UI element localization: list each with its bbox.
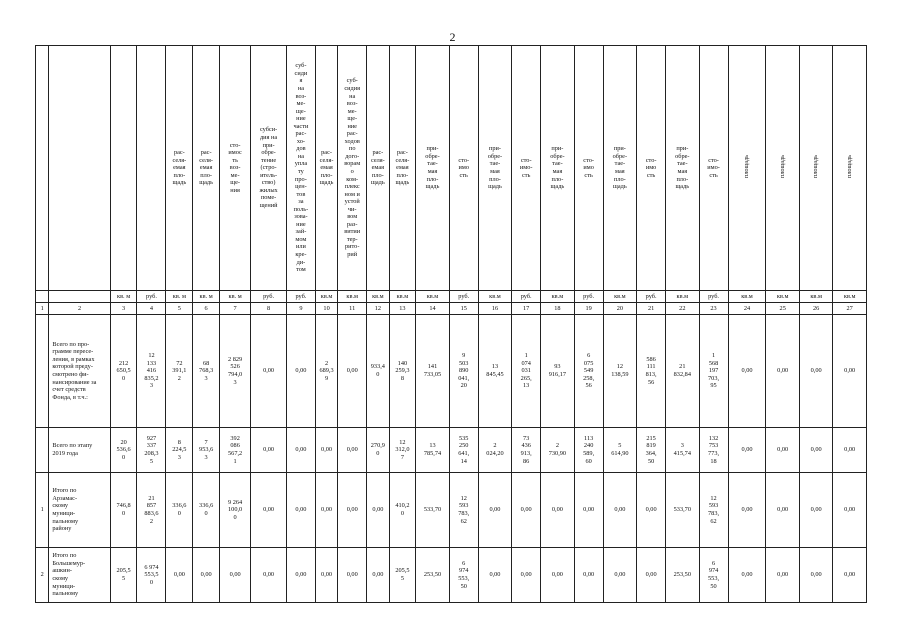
column-header: рас- селя- емая пло- щадь [315, 46, 337, 291]
table-cell: 0,00 [338, 548, 367, 603]
column-number-cell: 5 [166, 303, 193, 315]
table-cell: 113 240 589, 60 [574, 428, 603, 473]
column-number-cell: 24 [728, 303, 766, 315]
table-cell: 336,6 0 [166, 473, 193, 548]
column-header: субси- дия на при- обре- тение (стро- итель- ство) жилых поме- щений [251, 46, 287, 291]
column-header: сто- имо сть [449, 46, 478, 291]
column-header: сто- имо сть [637, 46, 666, 291]
table-cell: 0,00 [799, 548, 832, 603]
unit-cell: кв.м [478, 291, 511, 303]
table-cell: 0,00 [478, 473, 511, 548]
table-cell: 0,00 [251, 473, 287, 548]
column-number-cell: 4 [137, 303, 166, 315]
row-description-cell: Итого по Большемур- ашкин- скому муници- пальному [49, 548, 110, 603]
unit-cell: кв.м [799, 291, 832, 303]
unit-cell: кв.м [666, 291, 699, 303]
table-cell: 0,00 [833, 473, 867, 548]
table-row [36, 548, 867, 603]
column-number-cell: 18 [541, 303, 574, 315]
column-header [766, 46, 799, 291]
table-cell: 0,00 [512, 473, 541, 548]
unit-cell: руб. [286, 291, 315, 303]
table-cell: 0,00 [833, 315, 867, 428]
table-cell: 0,00 [367, 473, 389, 548]
column-header: сто- имо сть [574, 46, 603, 291]
column-header: рас- селя- емая пло- щадь [367, 46, 389, 291]
table-cell: 0,00 [637, 473, 666, 548]
table-cell: 0,00 [541, 473, 574, 548]
table-cell: 12 593 783, 62 [449, 473, 478, 548]
table-cell: 12 133 416 835,2 3 [137, 315, 166, 428]
column-header: при- обре- тае- мая пло- щадь [478, 46, 511, 291]
unit-cell: кв.м [603, 291, 636, 303]
table-cell: 270,9 0 [367, 428, 389, 473]
table-cell: 0,00 [833, 428, 867, 473]
column-header [137, 46, 166, 291]
table-row [36, 315, 867, 428]
table-cell: 0,00 [603, 548, 636, 603]
column-header: суб- сиди я на воз- ме- ще- ние части рас- хо- дов на упла ту про- цен- тов за поль- зова- ние зай- мом или кре- ди- том [286, 46, 315, 291]
header-row [36, 46, 867, 291]
table-cell: 0,00 [766, 428, 799, 473]
table-cell: 0,00 [574, 473, 603, 548]
table-cell: 0,00 [833, 548, 867, 603]
table-cell: 0,00 [251, 428, 287, 473]
table-cell: 8 224,5 3 [166, 428, 193, 473]
table-cell: 68 768,3 3 [193, 315, 220, 428]
table-cell [36, 315, 49, 428]
table-cell: 0,00 [799, 315, 832, 428]
table-cell: 0,00 [251, 548, 287, 603]
table-cell: 0,00 [338, 428, 367, 473]
column-number-cell: 2 [49, 303, 110, 315]
column-header [110, 46, 137, 291]
table-row [36, 428, 867, 473]
table-cell: 6 974 553,5 0 [137, 548, 166, 603]
column-number-cell: 8 [251, 303, 287, 315]
table-cell: 0,00 [728, 473, 766, 548]
unit-cell: кв.м [338, 291, 367, 303]
table-cell: 205,5 5 [389, 548, 416, 603]
table-cell: 0,00 [799, 428, 832, 473]
table-cell: 0,00 [193, 548, 220, 603]
table-cell: 12 593 783, 62 [699, 473, 728, 548]
table-cell: 1 568 197 703, 95 [699, 315, 728, 428]
table-cell: 6 075 549 258, 56 [574, 315, 603, 428]
column-number-cell: 7 [220, 303, 251, 315]
unit-cell: кв. м [110, 291, 137, 303]
column-header [833, 46, 867, 291]
column-header-vertical: площадь [778, 155, 786, 179]
table-cell: 0,00 [512, 548, 541, 603]
column-header: при- обре- тае- мая пло- щадь [541, 46, 574, 291]
table-cell: 9 503 890 041, 20 [449, 315, 478, 428]
row-description-cell: Итого по Арзамас- скому муници- пальному району [49, 473, 110, 548]
unit-cell: руб. [637, 291, 666, 303]
table-cell: 2 689,3 9 [315, 315, 337, 428]
table-cell: 535 250 641, 14 [449, 428, 478, 473]
column-number-cell: 21 [637, 303, 666, 315]
unit-cell: руб. [251, 291, 287, 303]
column-number-cell: 15 [449, 303, 478, 315]
table-cell: 73 436 913, 86 [512, 428, 541, 473]
table-cell: 140 259,3 8 [389, 315, 416, 428]
table-cell: 6 974 553, 50 [699, 548, 728, 603]
unit-cell: кв.м [541, 291, 574, 303]
column-header: суб- сидия на воз- ме- ще- ние рас- ходов по дого- ворам о ком- плекс ном и устой чи- вом раз- витии тер- рито- рий [338, 46, 367, 291]
table-cell: 410,2 0 [389, 473, 416, 548]
column-header [799, 46, 832, 291]
column-number-cell: 10 [315, 303, 337, 315]
table-cell [36, 428, 49, 473]
table-cell: 0,00 [315, 428, 337, 473]
table-cell: 6 974 553, 50 [449, 548, 478, 603]
table-cell: 141 733,05 [416, 315, 449, 428]
column-header-vertical: площадь [845, 155, 853, 179]
table-cell: 132 753 773, 18 [699, 428, 728, 473]
unit-cell: кв. м [193, 291, 220, 303]
column-number-cell: 26 [799, 303, 832, 315]
column-number-cell: 25 [766, 303, 799, 315]
unit-cell: кв.м [389, 291, 416, 303]
table-cell: 0,00 [315, 548, 337, 603]
unit-cell [36, 291, 49, 303]
table-cell: 0,00 [728, 548, 766, 603]
table-cell: 0,00 [574, 548, 603, 603]
table-cell: 3 415,74 [666, 428, 699, 473]
table-cell: 212 650,5 0 [110, 315, 137, 428]
table-cell: 2 [36, 548, 49, 603]
unit-cell: руб. [699, 291, 728, 303]
unit-cell: кв.м [315, 291, 337, 303]
table-cell: 5 614,90 [603, 428, 636, 473]
table-cell: 0,00 [286, 315, 315, 428]
table-cell: 205,5 5 [110, 548, 137, 603]
unit-cell [49, 291, 110, 303]
column-number-cell: 1 [36, 303, 49, 315]
column-header: сто- имо- сть [512, 46, 541, 291]
column-number-cell: 9 [286, 303, 315, 315]
table-cell: 0,00 [766, 548, 799, 603]
table-cell: 20 536,6 0 [110, 428, 137, 473]
column-number-row [36, 303, 867, 315]
table-cell: 12 138,59 [603, 315, 636, 428]
table-cell: 9 264 100,0 0 [220, 473, 251, 548]
table-cell: 13 845,45 [478, 315, 511, 428]
column-header: рас- селя- емая пло- щадь [193, 46, 220, 291]
column-number-cell: 27 [833, 303, 867, 315]
table-cell: 0,00 [166, 548, 193, 603]
table-cell: 253,50 [416, 548, 449, 603]
table-cell: 0,00 [286, 428, 315, 473]
table-cell: 0,00 [728, 428, 766, 473]
column-number-cell: 14 [416, 303, 449, 315]
unit-cell: руб. [574, 291, 603, 303]
table-cell: 0,00 [766, 473, 799, 548]
table-cell: 0,00 [338, 473, 367, 548]
resettlement-table [35, 45, 867, 603]
column-number-cell: 20 [603, 303, 636, 315]
row-description-cell: Всего по этапу 2019 года [49, 428, 110, 473]
unit-cell: руб. [512, 291, 541, 303]
unit-cell: руб. [137, 291, 166, 303]
table-cell: 21 832,84 [666, 315, 699, 428]
table-cell: 0,00 [338, 315, 367, 428]
unit-row [36, 291, 867, 303]
table-cell: 0,00 [766, 315, 799, 428]
table-cell: 12 312,0 7 [389, 428, 416, 473]
unit-cell: кв.м [766, 291, 799, 303]
column-number-cell: 11 [338, 303, 367, 315]
table-cell: 0,00 [251, 315, 287, 428]
column-number-cell: 12 [367, 303, 389, 315]
table-cell: 336,6 0 [193, 473, 220, 548]
table-cell: 933,4 0 [367, 315, 389, 428]
unit-cell: кв.м [367, 291, 389, 303]
table-cell: 2 829 526 794,0 3 [220, 315, 251, 428]
page-number: 2 [449, 30, 456, 44]
table-cell: 0,00 [286, 548, 315, 603]
column-header: сто- имос ть воз- ме- ще- ния [220, 46, 251, 291]
unit-cell: кв. м [166, 291, 193, 303]
column-header [49, 46, 110, 291]
column-number-cell: 22 [666, 303, 699, 315]
table-cell: 215 819 364, 50 [637, 428, 666, 473]
unit-cell: кв.м [728, 291, 766, 303]
table-cell: 0,00 [799, 473, 832, 548]
column-number-cell: 16 [478, 303, 511, 315]
table-cell: 253,50 [666, 548, 699, 603]
table-cell: 2 024,20 [478, 428, 511, 473]
table-cell: 0,00 [367, 548, 389, 603]
unit-cell: кв.м [833, 291, 867, 303]
table-cell: 72 391,1 2 [166, 315, 193, 428]
table-row [36, 473, 867, 548]
column-header: при- обре- тае- мая пло- щадь [416, 46, 449, 291]
unit-cell: кв.м [416, 291, 449, 303]
table-cell: 93 916,17 [541, 315, 574, 428]
table-cell: 0,00 [286, 473, 315, 548]
table-cell: 746,8 0 [110, 473, 137, 548]
column-header-vertical: площадь [812, 155, 820, 179]
column-header: сто- имо- сть [699, 46, 728, 291]
table-cell: 21 857 883,6 2 [137, 473, 166, 548]
column-header: при- обре- тае- мая пло- щадь [603, 46, 636, 291]
table-cell: 1 074 031 265, 13 [512, 315, 541, 428]
column-header [36, 46, 49, 291]
table-cell: 1 [36, 473, 49, 548]
row-description-cell: Всего по про- грамме пересе- ления, в рамках которой преду- смотрено фи- нансирование за счет средств Фонда, в т.ч.: [49, 315, 110, 428]
table-cell: 533,70 [666, 473, 699, 548]
table-cell: 2 730,90 [541, 428, 574, 473]
column-header: рас- селя- емая пло- щадь [166, 46, 193, 291]
table-cell: 533,70 [416, 473, 449, 548]
table-cell: 7 953,6 3 [193, 428, 220, 473]
table-cell: 0,00 [478, 548, 511, 603]
table-cell: 927 337 208,3 5 [137, 428, 166, 473]
column-number-cell: 13 [389, 303, 416, 315]
table-cell: 0,00 [315, 473, 337, 548]
column-header: при- обре- тае- мая пло- щадь [666, 46, 699, 291]
column-number-cell: 6 [193, 303, 220, 315]
table-cell: 0,00 [637, 548, 666, 603]
table-cell: 0,00 [603, 473, 636, 548]
column-number-cell: 3 [110, 303, 137, 315]
unit-cell: руб. [449, 291, 478, 303]
table-cell: 13 785,74 [416, 428, 449, 473]
column-header-vertical: площадь [743, 155, 751, 179]
column-number-cell: 23 [699, 303, 728, 315]
table-cell: 0,00 [220, 548, 251, 603]
table-cell: 0,00 [541, 548, 574, 603]
table-cell: 586 111 813, 56 [637, 315, 666, 428]
column-header [728, 46, 766, 291]
table-cell: 0,00 [728, 315, 766, 428]
column-number-cell: 19 [574, 303, 603, 315]
column-header: рас- селя- емая пло- щадь [389, 46, 416, 291]
column-number-cell: 17 [512, 303, 541, 315]
table-cell: 392 086 567,2 1 [220, 428, 251, 473]
unit-cell: кв. м [220, 291, 251, 303]
